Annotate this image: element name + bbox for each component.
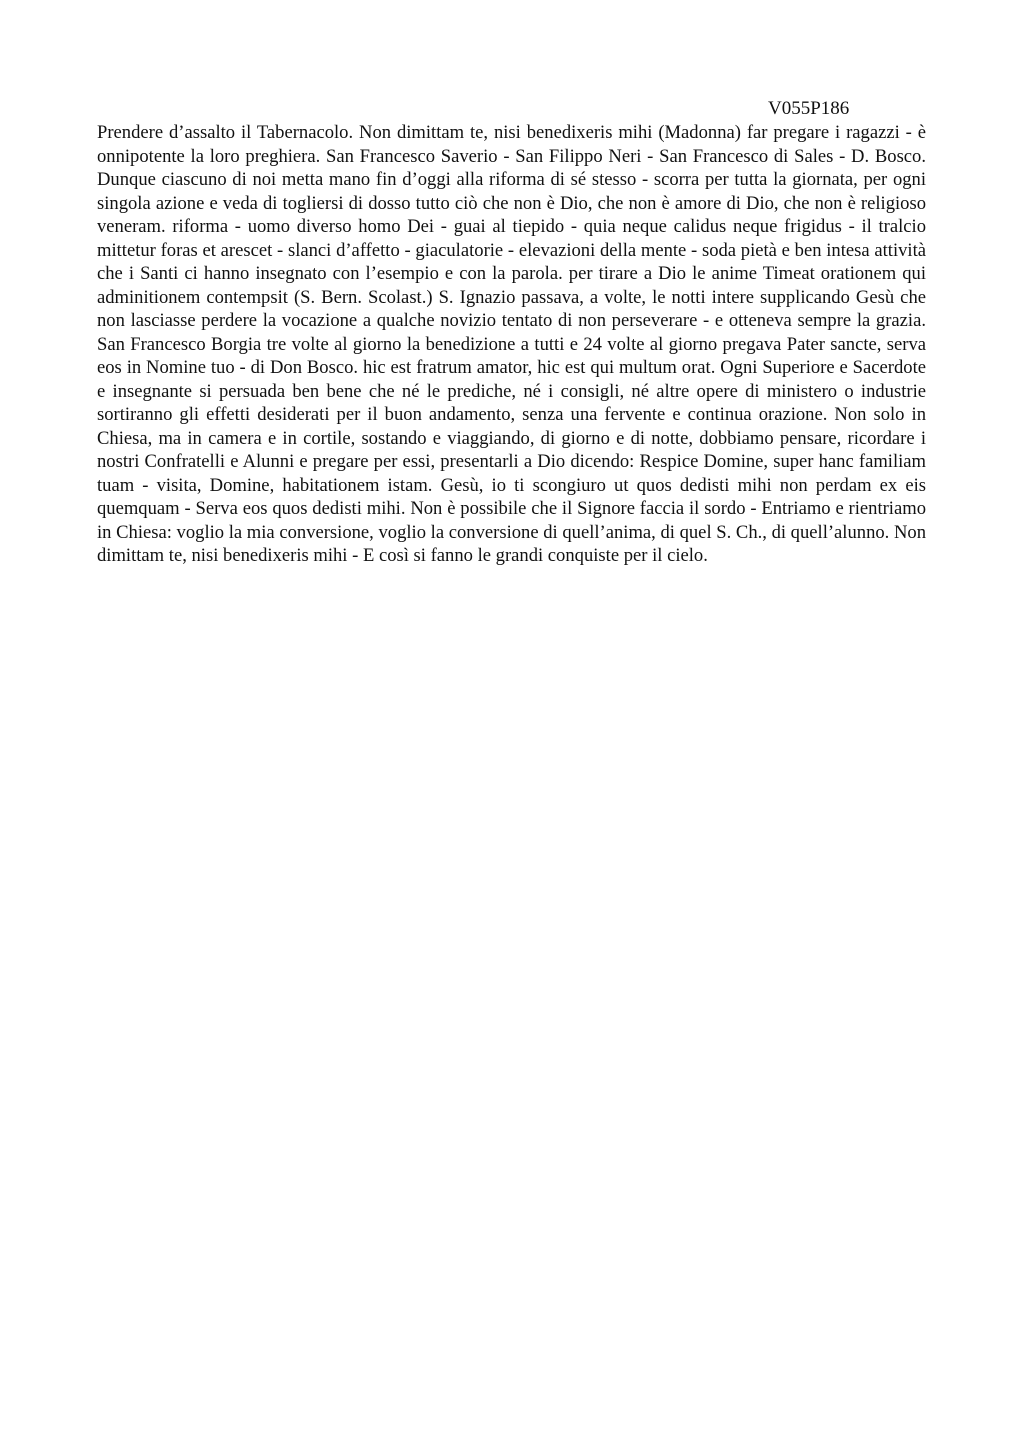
body-paragraph: Prendere d’assalto il Tabernacolo. Non dimittam te, nisi benedixeris mihi (Madonna) far pregare i ragazzi - è onnipotente la loro preghiera. San Francesco Saverio - San Filippo Neri - San Francesco di Sales - D. Bosco. Dunque ciascuno di noi metta mano fin d’oggi alla riforma di sé stesso - scorra per tutta la giornata, per ogni singola azione e veda di togliersi di dosso tutto ciò che non è Dio, che non è amore di Dio, che non è religioso veneram. riforma - uomo diverso homo Dei - guai al tiepido - quia neque calidus neque frigidus - il tralcio mittetur foras et arescet - slanci d’affetto - giaculatorie - elevazioni della mente - soda pietà e ben intesa attività che i Santi ci hanno insegnato con l’esempio e con la parola. per tirare a Dio le anime Timeat orationem qui adminitionem contempsit (S. Bern. Scolast.) S. Ignazio passava, a volte, le notti intere supplicando Gesù che non lasciasse perdere la vocazione a qualche novizio tentato di non perseverare - e otteneva sempre la grazia. San Francesco Borgia tre volte al giorno la benedizione a tutti e 24 volte al giorno pregava Pater sancte, serva eos in Nomine tuo - di Don Bosco. hic est fratrum amator, hic est qui multum orat. Ogni Superiore e Sacerdote e insegnante si persuada ben bene che né le prediche, né i consigli, né altre opere di ministero o industrie sortiranno gli effetti desiderati per il buon andamento, senza una fervente e continua orazione. Non solo in Chiesa, ma in camera e in cortile, sostando e viaggiando, di giorno e di notte, dobbiamo pensare, ricordare i nostri Confratelli e Alunni e pregare per essi, presentarli a Dio dicendo: Respice Domine, super hanc familiam tuam - visita, Domine, habitationem istam. Gesù, io ti scongiuro ut quos dedisti mihi non perdam ex eis quemquam - Serva eos quos dedisti mihi. Non è possibile che il Signore faccia il sordo - Entriamo e rientriamo in Chiesa: voglio la mia conversione, voglio la conversione di quell’anima, di quel S. Ch., di quell’alunno. Non dimittam te, nisi benedixeris mihi - E così si fanno le grandi conquiste per il cielo. xyxy=(97,122,926,566)
page-code: V055P186 xyxy=(768,98,850,119)
